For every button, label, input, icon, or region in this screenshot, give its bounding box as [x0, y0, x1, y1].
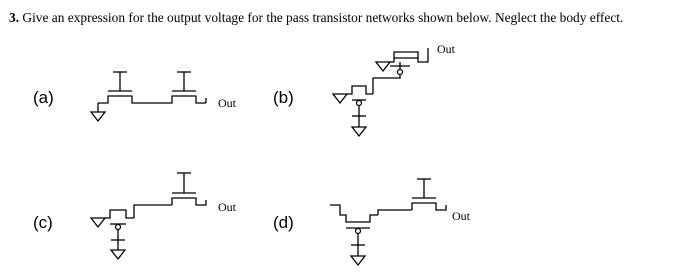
- part-d-label: (d): [273, 213, 294, 232]
- circuit-d: [330, 179, 446, 265]
- part-d-out-label: Out: [452, 209, 470, 223]
- circuit-a: [91, 72, 206, 121]
- pmos-transistor-d1: [330, 205, 378, 265]
- pmos-transistor-b1: [347, 86, 373, 136]
- pmos-transistor-c1: [105, 210, 134, 259]
- part-b-out-label: Out: [437, 42, 455, 56]
- circuit-c: [91, 173, 206, 259]
- vdd-symbol-c: [91, 218, 105, 227]
- vdd-symbol-b: [333, 94, 347, 103]
- pass-transistor-b2: [373, 62, 410, 94]
- ground-symbol-a: [91, 103, 105, 121]
- nmos-transistor-a1: [98, 72, 150, 103]
- wire-c: [134, 205, 172, 218]
- part-b-label: (b): [273, 88, 294, 107]
- question-body: Give an expression for the output voltage for the pass transistor networks shown below. Neglect the body effect.: [22, 10, 624, 25]
- question-number: 3.: [9, 10, 20, 25]
- part-c-label: (c): [33, 213, 53, 232]
- nmos-transistor-c2: [172, 173, 206, 205]
- pmos-transistor-b3: [376, 48, 428, 71]
- circuit-b: [333, 48, 428, 136]
- part-c-out-label: Out: [218, 200, 236, 214]
- nmos-transistor-a2: [150, 72, 206, 103]
- part-a-out-label: Out: [218, 96, 236, 110]
- nmos-transistor-d2: [412, 179, 446, 210]
- part-a-label: (a): [33, 88, 54, 107]
- wire-d: [378, 210, 412, 215]
